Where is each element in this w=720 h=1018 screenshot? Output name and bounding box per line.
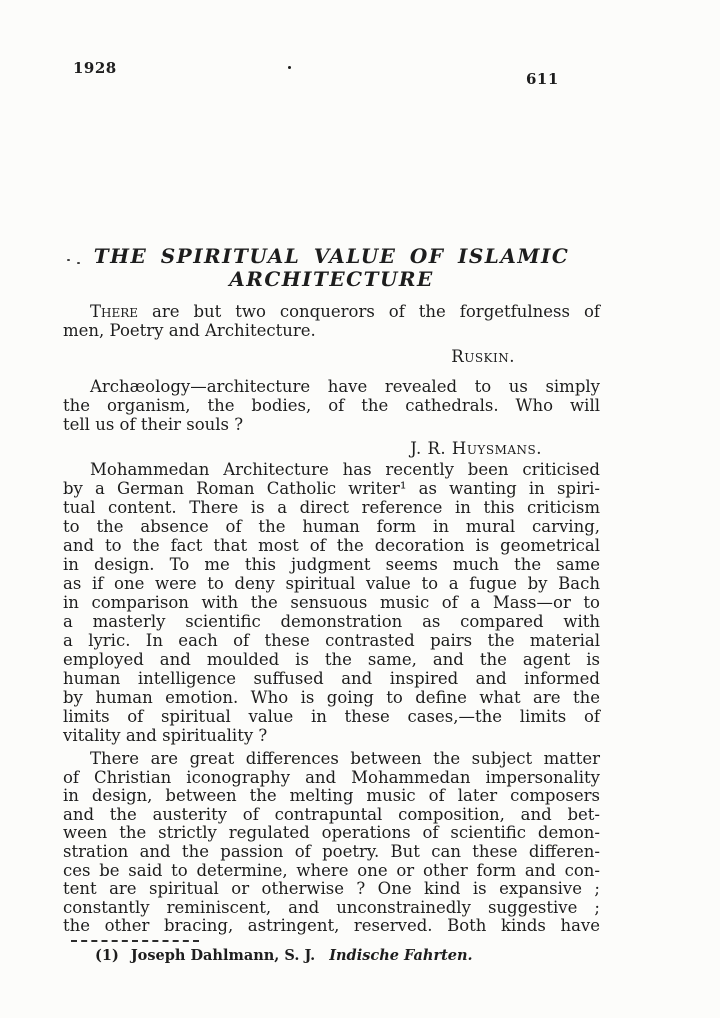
footnote: [63, 947, 600, 964]
text-line: ces be said to determine, where one or other form and con-: [63, 860, 600, 880]
line-rest: are but two conquerors of the forgetfulness of: [138, 302, 600, 321]
footnote-marker: (1): [95, 947, 119, 964]
text-line: as if one were to deny spiritual value to a fugue by Bach: [63, 574, 600, 593]
article-title: [63, 245, 600, 291]
year-label: 1928: [73, 59, 117, 77]
attribution-huysmans: J. R. Huysmans.: [410, 439, 542, 458]
text-line: to the absence of the human form in mural carving,: [63, 517, 600, 536]
text-line: Mohammedan Architecture has recently been criticised: [90, 460, 600, 479]
epigraph-huysmans: [63, 377, 600, 458]
body-paragraph-2: [63, 750, 600, 936]
text-line: tent are spiritual or otherwise ? One kind is expansive ;: [63, 879, 600, 899]
footnote-authors: Joseph Dahlmann, S. J.: [130, 947, 316, 964]
scan-speck: [67, 259, 70, 261]
text-line: human intelligence suffused and inspired and informed: [63, 669, 600, 688]
body-paragraph-1: [63, 460, 600, 745]
text-line: by a German Roman Catholic writer¹ as wanting in spiri-: [63, 479, 600, 498]
lead-word: There: [90, 302, 139, 321]
text-line: men, Poetry and Architecture.: [63, 321, 316, 340]
text-line: by human emotion. Who is going to define what are the: [63, 688, 600, 707]
text-line: [63, 302, 600, 321]
text-line: vitality and spirituality ?: [63, 726, 268, 745]
attribution-ruskin: Ruskin.: [451, 347, 515, 366]
text-line: the other bracing, astringent, reserved. Both kinds have: [63, 916, 600, 936]
page-number: 611: [526, 70, 559, 88]
text-line: and the austerity of contrapuntal composition, and bet-: [63, 804, 600, 824]
text-line: in comparison with the sensuous music of a Mass—or to: [63, 593, 600, 612]
text-column: [63, 0, 600, 1018]
text-line: a lyric. In each of these contrasted pairs the material: [63, 631, 600, 650]
text-line: There are great differences between the subject matter: [90, 749, 600, 768]
text-line: constantly reminiscent, and unconstrainedly suggestive ;: [63, 897, 600, 917]
text-line: tell us of their souls ?: [63, 415, 244, 434]
text-line: the organism, the bodies, of the cathedrals. Who will: [63, 396, 600, 415]
text-line: ween the strictly regulated operations of scientific demon-: [63, 823, 600, 843]
text-line: employed and moulded is the same, and the agent is: [63, 650, 600, 669]
footnote-rule: [71, 940, 199, 942]
text-line: of Christian iconography and Mohammedan impersonality: [63, 767, 600, 787]
epigraph-ruskin: [63, 302, 600, 366]
text-line: a masterly scientific demonstration as compared with: [63, 612, 600, 631]
text-line: tual content. There is a direct reference in this criticism: [63, 498, 600, 517]
text-line: in design, between the melting music of later composers: [63, 786, 600, 806]
text-line: in design. To me this judgment seems much the same: [63, 555, 600, 574]
text-line: limits of spiritual value in these cases,—the limits of: [63, 707, 600, 726]
text-line: stration and the passion of poetry. But can these differen-: [63, 841, 600, 861]
text-line: and to the fact that most of the decoration is geometrical: [63, 536, 600, 555]
scan-speck: [77, 262, 80, 264]
footnote-work-title: Indische Fahrten.: [329, 947, 473, 964]
title-line-1: THE SPIRITUAL VALUE OF ISLAMIC: [93, 244, 570, 268]
epigraph-lines: [63, 377, 600, 434]
text-line: Archæology—architecture have revealed to us simply: [90, 377, 600, 396]
title-line-2: ARCHITECTURE: [229, 267, 434, 291]
